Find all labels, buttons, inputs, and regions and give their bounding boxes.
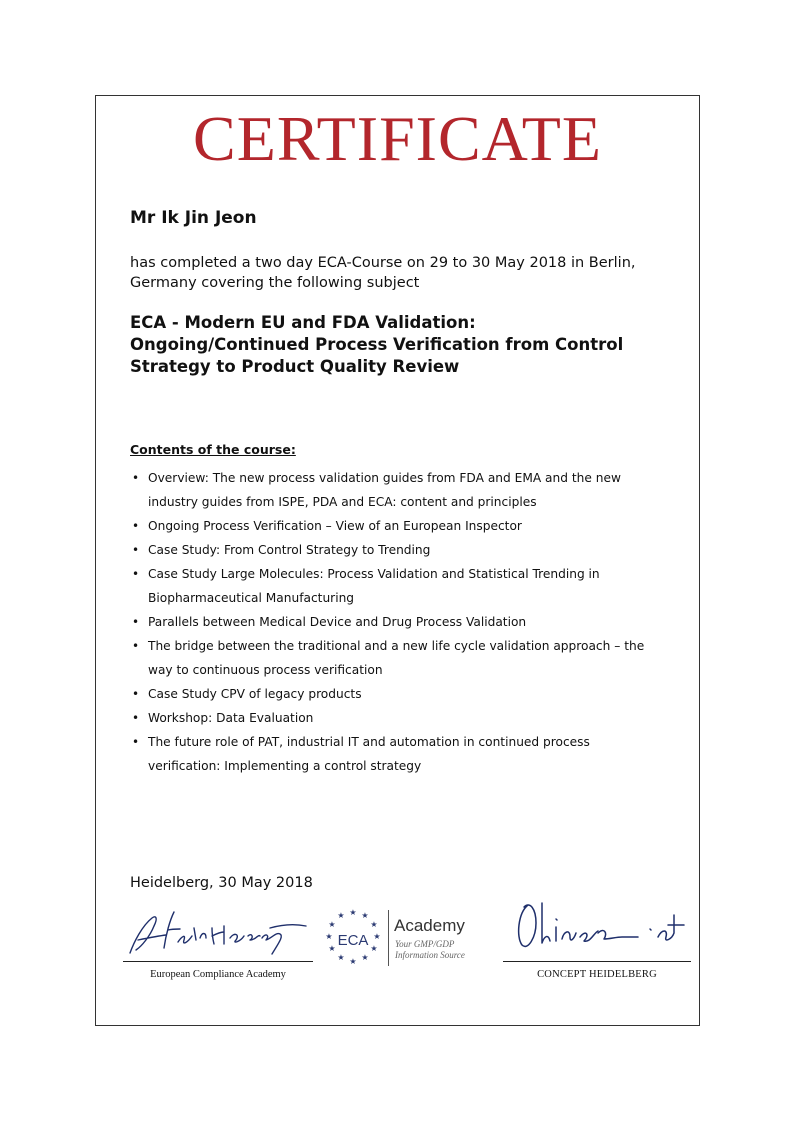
logo-divider — [388, 910, 389, 966]
contents-item-line: • The future role of PAT, industrial IT and automation in continued process — [148, 735, 590, 749]
svg-text:★: ★ — [328, 944, 336, 953]
svg-text:★: ★ — [349, 957, 357, 966]
svg-text:★: ★ — [337, 953, 345, 962]
completion-statement-line-1: has completed a two day ECA-Course on 29 to 30 May 2018 in Berlin, — [130, 255, 636, 271]
signature-left-handwriting — [120, 898, 320, 960]
contents-item-line: way to continuous process verification — [148, 663, 383, 677]
signature-right-line — [503, 961, 691, 962]
place-and-date: Heidelberg, 30 May 2018 — [130, 875, 313, 891]
contents-item — [130, 562, 670, 610]
contents-item — [130, 706, 670, 730]
eca-stars-emblem — [320, 906, 386, 970]
completion-statement — [130, 253, 660, 293]
contents-item — [130, 610, 670, 634]
svg-text:★: ★ — [325, 932, 333, 941]
contents-item-line: • Ongoing Process Verification – View of an European Inspector — [148, 519, 522, 533]
logo-tagline-line-2: Information Source — [395, 950, 465, 960]
contents-item-line: industry guides from ISPE, PDA and ECA: content and principles — [148, 495, 537, 509]
svg-text:★: ★ — [361, 911, 369, 920]
svg-text:★: ★ — [361, 953, 369, 962]
contents-item-line: • Case Study CPV of legacy products — [148, 687, 362, 701]
contents-item — [130, 730, 670, 778]
logo-academy-text: Academy — [394, 916, 465, 935]
contents-item — [130, 466, 670, 514]
contents-item — [130, 538, 670, 562]
signature-right-handwriting — [508, 893, 688, 959]
contents-item — [130, 514, 670, 538]
signature-right-label: CONCEPT HEIDELBERG — [537, 969, 657, 980]
contents-item-line: • Case Study: From Control Strategy to Trending — [148, 543, 431, 557]
eca-academy-logo — [320, 906, 490, 970]
contents-item — [130, 634, 670, 682]
completion-statement-line-2: Germany covering the following subject — [130, 275, 420, 291]
contents-item — [130, 682, 670, 706]
course-subject — [130, 312, 690, 378]
recipient-name: Mr Ik Jin Jeon — [130, 208, 257, 228]
signature-left-label: European Compliance Academy — [150, 969, 286, 980]
contents-list — [130, 466, 670, 778]
signature-left-line — [123, 961, 313, 962]
svg-text:★: ★ — [370, 944, 378, 953]
eca-logo-text: ECA — [337, 932, 369, 949]
contents-item-line: • The bridge between the traditional and a new life cycle validation approach – the — [148, 639, 645, 653]
contents-heading: Contents of the course: — [130, 442, 296, 457]
logo-tagline-line-1: Your GMP/GDP — [395, 939, 455, 949]
contents-item-line: • Case Study Large Molecules: Process Validation and Statistical Trending in — [148, 567, 600, 581]
contents-item-line: • Parallels between Medical Device and Drug Process Validation — [148, 615, 527, 629]
course-subject-line-2: Ongoing/Continued Process Verification from Control — [130, 335, 624, 354]
svg-text:★: ★ — [328, 920, 336, 929]
contents-item-line: • Workshop: Data Evaluation — [148, 711, 314, 725]
svg-text:★: ★ — [370, 920, 378, 929]
course-subject-line-1: ECA - Modern EU and FDA Validation: — [130, 313, 476, 332]
svg-text:★: ★ — [337, 911, 345, 920]
certificate-title: CERTIFICATE — [193, 103, 602, 174]
contents-item-line: verification: Implementing a control strategy — [148, 759, 422, 773]
contents-item-line: Biopharmaceutical Manufacturing — [148, 591, 355, 605]
svg-text:★: ★ — [349, 908, 357, 917]
svg-text:★: ★ — [373, 932, 381, 941]
course-subject-line-3: Strategy to Product Quality Review — [130, 357, 460, 376]
contents-item-line: • Overview: The new process validation guides from FDA and EMA and the new — [148, 471, 621, 485]
